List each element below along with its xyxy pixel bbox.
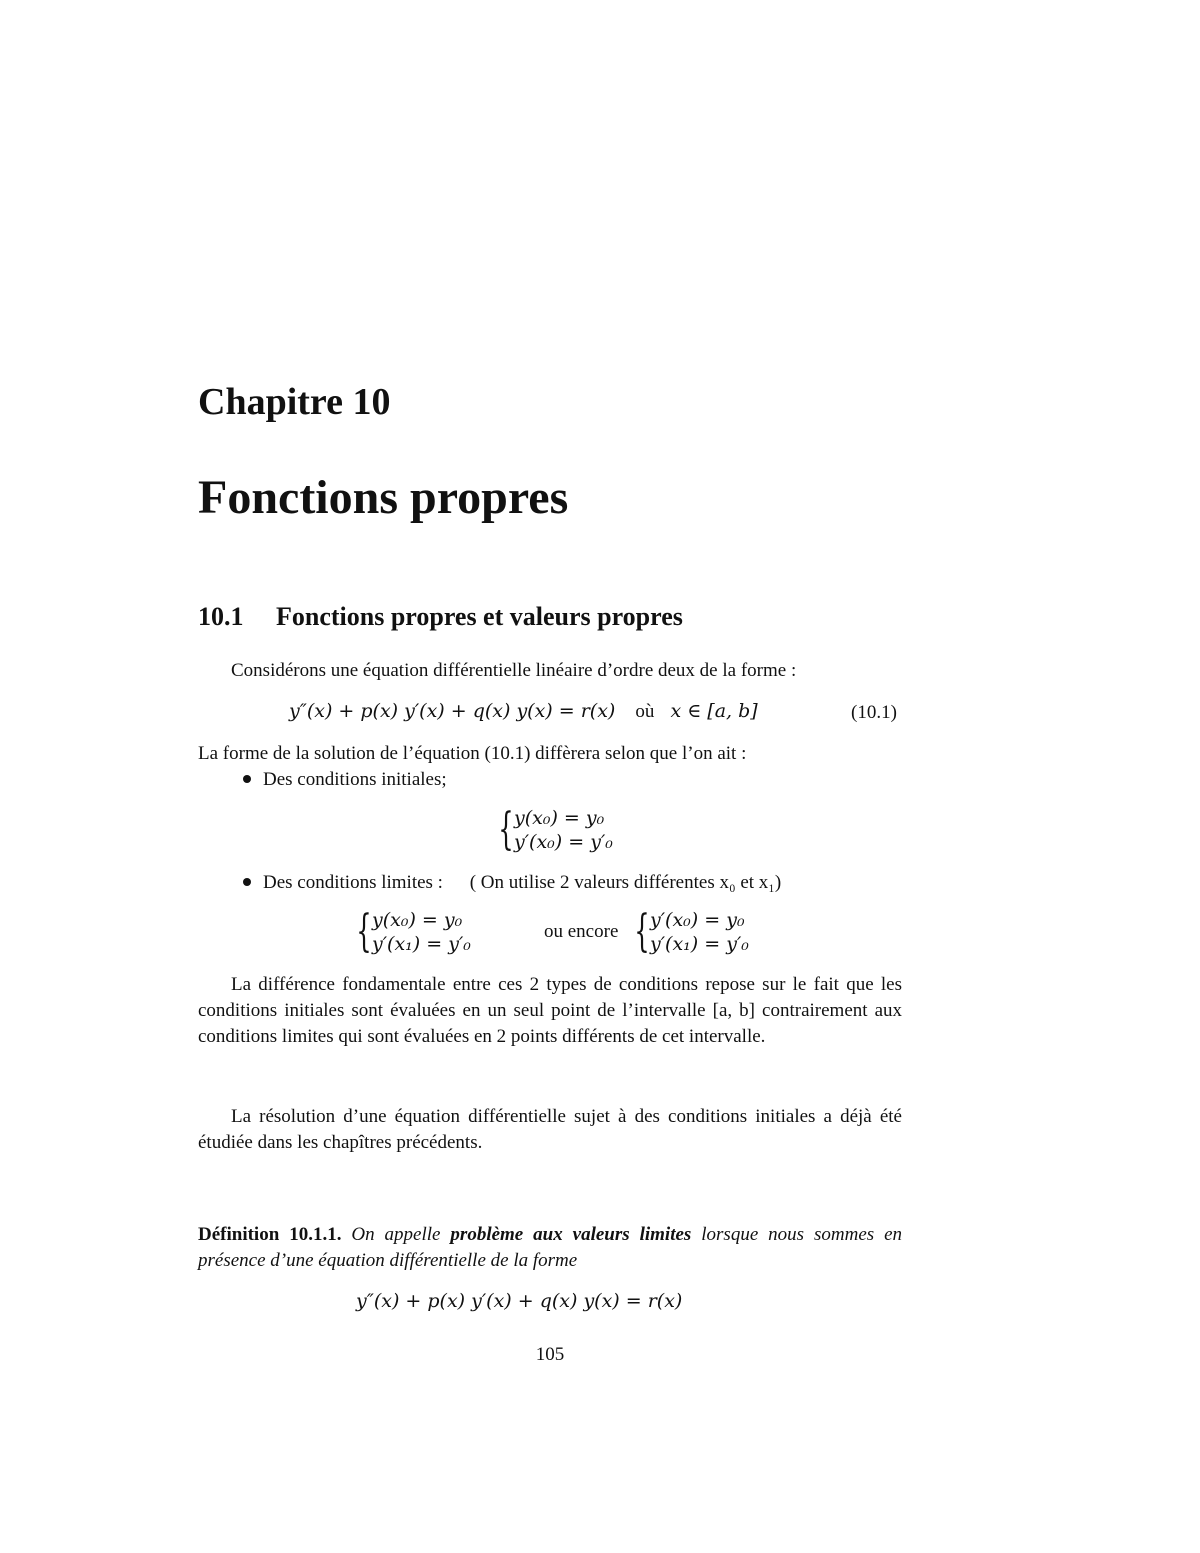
left-brace-icon: { [356,906,372,957]
equation-10-1-where: où [635,701,655,722]
limit-conditions-system-b [628,908,749,956]
paragraph-resolution: La résolution d’une équation différentielle sujet à des conditions initiales a déjà été étudiée dans les chapîtres précédents. [198,1106,902,1153]
equation-10-1-domain: x ∈ [a, b] [670,700,758,722]
equation-10-1-lhs: y″(x) + p(x) y′(x) + q(x) y(x) = r(x) [289,700,616,722]
bullet-initial-label: Des conditions initiales; [263,769,447,790]
initial-condition-2: y′(x₀) = y′₀ [514,831,613,853]
limit-condition-a-2: y′(x₁) = y′₀ [372,933,471,955]
limit-condition-a-1: y(x₀) = y₀ [372,909,463,931]
left-brace-icon: { [634,906,650,957]
bullet-limits-label: Des conditions limites : [263,872,443,893]
chapter-label: Chapitre 10 [198,381,391,423]
limit-condition-b-2: y′(x₁) = y′₀ [650,933,749,955]
definition-term: problème aux valeurs limites [450,1224,692,1245]
limit-conditions-system-a [350,908,471,956]
bullet-initial [243,767,447,793]
left-brace-icon: { [498,804,514,855]
definition-label: Définition 10.1.1. [198,1224,342,1245]
or-also-label: ou encore [544,921,619,942]
paragraph-difference: La différence fondamentale entre ces 2 types de conditions repose sur le fait que les conditions initiales sont évaluées en un seul point de l’intervalle [a, b] contrairement aux conditions limites qui sont évaluées en 2 points différents de cet intervalle. [198,974,902,1047]
bullet-limits-note: ( On utilise 2 valeurs différentes x₀ et x₁) [469,872,782,893]
equation-definition: y″(x) + p(x) y′(x) + q(x) y(x) = r(x) [356,1290,683,1312]
initial-condition-1: y(x₀) = y₀ [514,807,605,829]
definition-text-after: lorsque nous sommes en présence d’une équation différentielle de la forme [198,1224,903,1271]
initial-conditions-system [492,806,613,854]
page-number: 105 [535,1344,565,1365]
bullet-limits [243,870,781,896]
definition-block [198,1222,902,1274]
limit-condition-b-1: y′(x₀) = y₀ [650,909,745,931]
equation-10-1-tag: (10.1) [851,702,897,723]
definition-text-before: On appelle [351,1224,441,1245]
bullet-icon [243,775,251,783]
intro-paragraph: Considérons une équation différentielle linéaire d’ordre deux de la forme : [231,660,797,681]
form-sentence: La forme de la solution de l’équation (10.1) diffèrera selon que l’on ait : [198,743,747,764]
section-title: Fonctions propres et valeurs propres [276,602,683,631]
bullet-icon [243,878,251,886]
section-heading [198,602,683,632]
equation-10-1 [289,700,758,723]
chapter-title: Fonctions propres [198,471,569,524]
section-number: 10.1 [198,602,244,631]
